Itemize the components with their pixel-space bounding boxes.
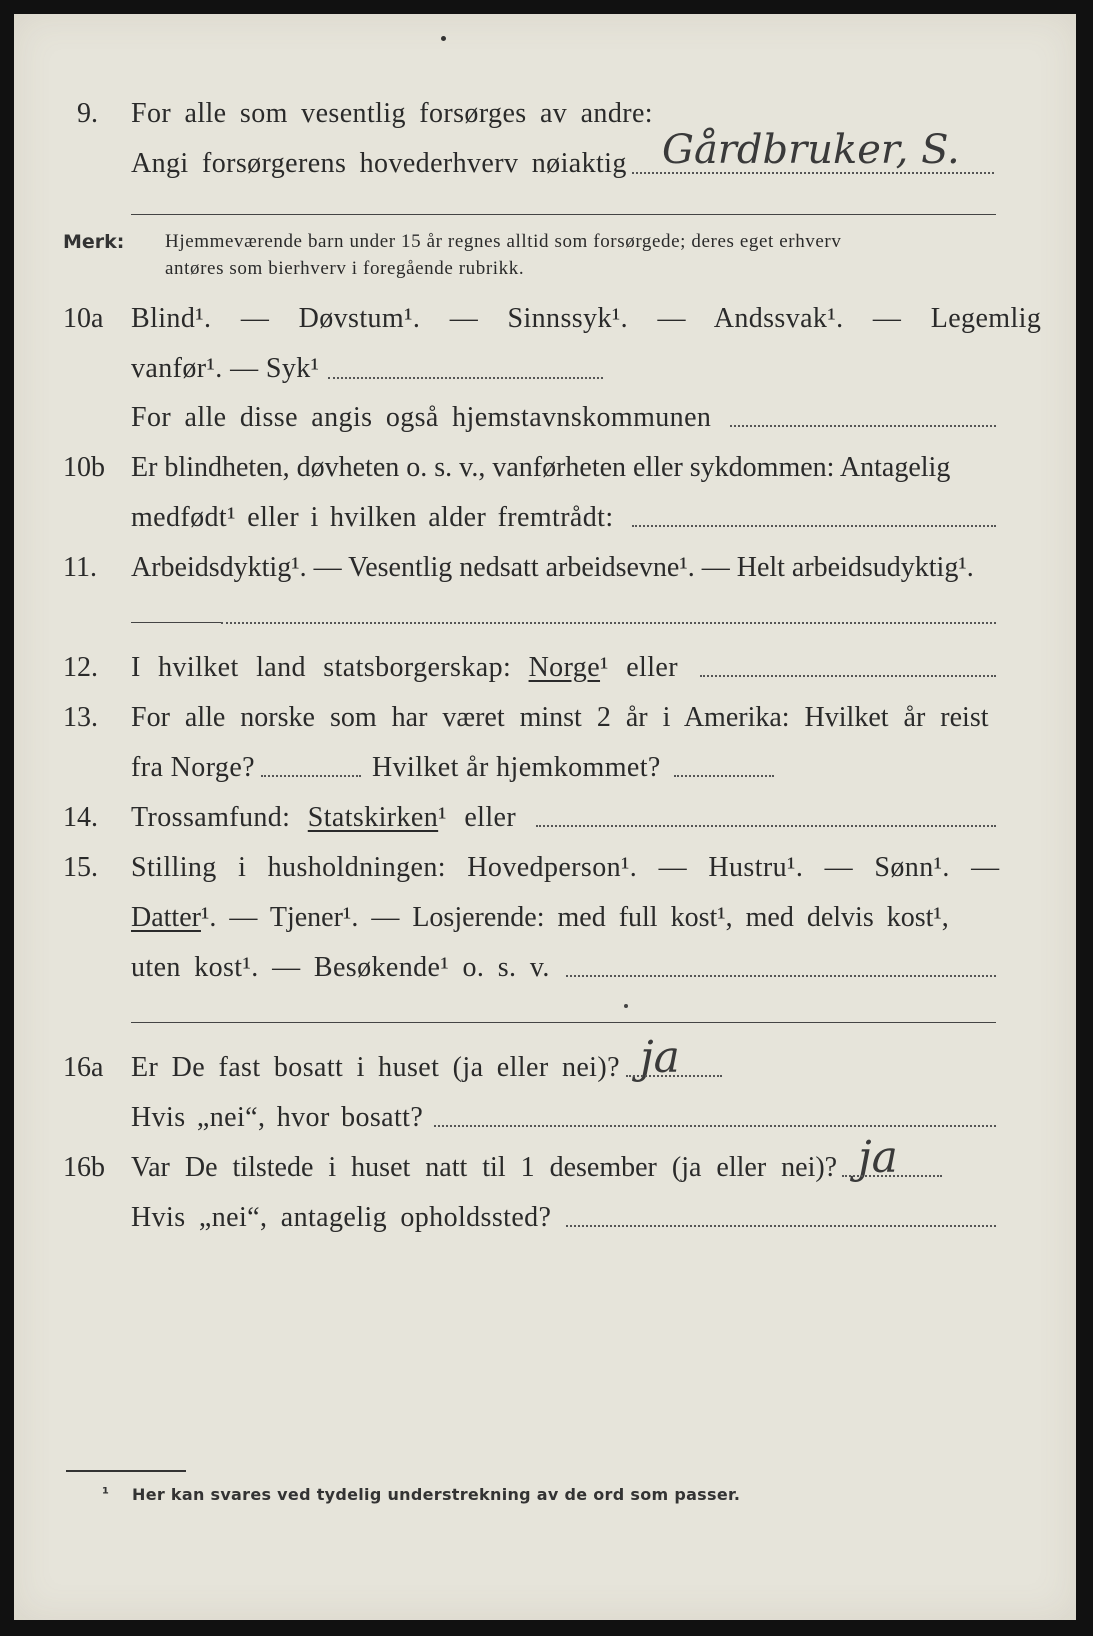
- q11-line1: Arbeidsdyktig¹. — Vesentlig nedsatt arbeidsevne¹. — Helt arbeidsudyktig¹.: [131, 552, 974, 583]
- q14-answer-line: [536, 825, 996, 827]
- q10a-syk-line: [328, 377, 603, 379]
- q15-answer-line: [566, 975, 996, 977]
- q15-line1: Stilling i husholdningen: Hovedperson¹. — Hustru¹. — Sønn¹. —: [131, 852, 1000, 883]
- q10a-line3: For alle disse angis også hjemstavnskommunen: [131, 402, 712, 433]
- q15-line2: [131, 904, 949, 932]
- q16b-answer-line: [842, 1175, 942, 1177]
- q11-answer-line: [131, 622, 221, 623]
- q14-statskirken-underlined: Statskirken: [307, 802, 439, 833]
- q12-answer-line: [700, 675, 996, 677]
- q10b-line1: Er blindheten, døvheten o. s. v., vanførheten eller sykdommen: Antagelig: [131, 452, 951, 483]
- q9-answer-handwriting: Gårdbruker, S.: [662, 127, 960, 173]
- q12-number: 12.: [63, 652, 98, 683]
- q9-number: 9.: [77, 98, 98, 129]
- q15-line3: uten kost¹. — Besøkende¹ o. s. v.: [131, 952, 550, 983]
- q16b-number: 16b: [63, 1152, 105, 1183]
- q16a-answer-handwriting: ja: [640, 1032, 680, 1083]
- q16a-line1: Er De fast bosatt i huset (ja eller nei)?: [131, 1052, 620, 1083]
- footnote-mark: ¹: [102, 1484, 110, 1503]
- q12-label: [131, 654, 678, 682]
- q10b-line2: medfødt¹ eller i hvilken alder fremtrådt:: [131, 502, 614, 533]
- q12-norge-underlined: Norge: [528, 652, 601, 683]
- q16b-line1: Var De tilstede i huset natt til 1 desember (ja eller nei)?: [131, 1152, 838, 1183]
- merk-label: Merk:: [63, 231, 125, 253]
- q13-line2b: Hvilket år hjemkommet?: [372, 752, 661, 783]
- q15-number: 15.: [63, 852, 98, 883]
- q10a-line2: vanfør¹. — Syk¹: [131, 353, 320, 384]
- ink-specks: [624, 1004, 628, 1008]
- q13-hjemkommet-line: [674, 775, 774, 777]
- merk-line1: Hjemmeværende barn under 15 år regnes alltid som forsørgede; deres eget erhverv: [165, 231, 842, 252]
- q12-prefix: I hvilket land statsborgerskap:: [131, 652, 512, 683]
- page-mark: [441, 36, 446, 41]
- q10a-number: 10a: [63, 303, 104, 334]
- q16b-line2: Hvis „nei“, antagelig opholdssted?: [131, 1202, 552, 1233]
- q9-separator: [131, 214, 996, 215]
- q10b-number: 10b: [63, 452, 105, 483]
- q16a-line2: Hvis „nei“, hvor bosatt?: [131, 1102, 424, 1133]
- merk-line2: antøres som bierhverv i foregående rubrikk.: [165, 258, 525, 279]
- q12-suffix: ¹ eller: [600, 652, 678, 683]
- q10a-line1: Blind¹. — Døvstum¹. — Sinnssyk¹. — Andssvak¹. — Legemlig: [131, 303, 1042, 334]
- q14-prefix: Trossamfund:: [131, 802, 291, 833]
- q15-datter-underlined: Datter: [131, 902, 201, 933]
- q9-line2: Angi forsørgerens hovederhverv nøiaktig: [131, 148, 627, 179]
- q16a-answer-line: [626, 1075, 722, 1077]
- footnote-text: Her kan svares ved tydelig understrekning av de ord som passer.: [132, 1485, 741, 1504]
- q11-answer-line-dotted: [221, 622, 996, 624]
- q9-line1: For alle som vesentlig forsørges av andre:: [131, 98, 653, 129]
- q15-line2-rest: ¹. — Tjener¹. — Losjerende: med full kost¹, med delvis kost¹,: [200, 902, 949, 933]
- footnote-rule: [66, 1470, 186, 1472]
- q10a-kommune-line: [730, 425, 996, 427]
- q13-line1: For alle norske som har været minst 2 år i Amerika: Hvilket år reist: [131, 702, 989, 733]
- census-form-page: [14, 14, 1076, 1620]
- q14-label: [131, 804, 516, 832]
- q16a-number: 16a: [63, 1052, 104, 1083]
- q16b-answer-handwriting: ja: [858, 1132, 898, 1183]
- q16b-opholdssted-line: [566, 1225, 996, 1227]
- q13-number: 13.: [63, 702, 98, 733]
- q13-line2a: fra Norge?: [131, 752, 255, 783]
- q15-separator: [131, 1022, 996, 1023]
- q13-reist-line: [261, 775, 361, 777]
- q14-suffix: ¹ eller: [438, 802, 517, 833]
- q14-number: 14.: [63, 802, 98, 833]
- q10b-answer-line: [632, 525, 996, 527]
- q11-number: 11.: [63, 552, 97, 583]
- q16a-bosatt-line: [434, 1125, 996, 1127]
